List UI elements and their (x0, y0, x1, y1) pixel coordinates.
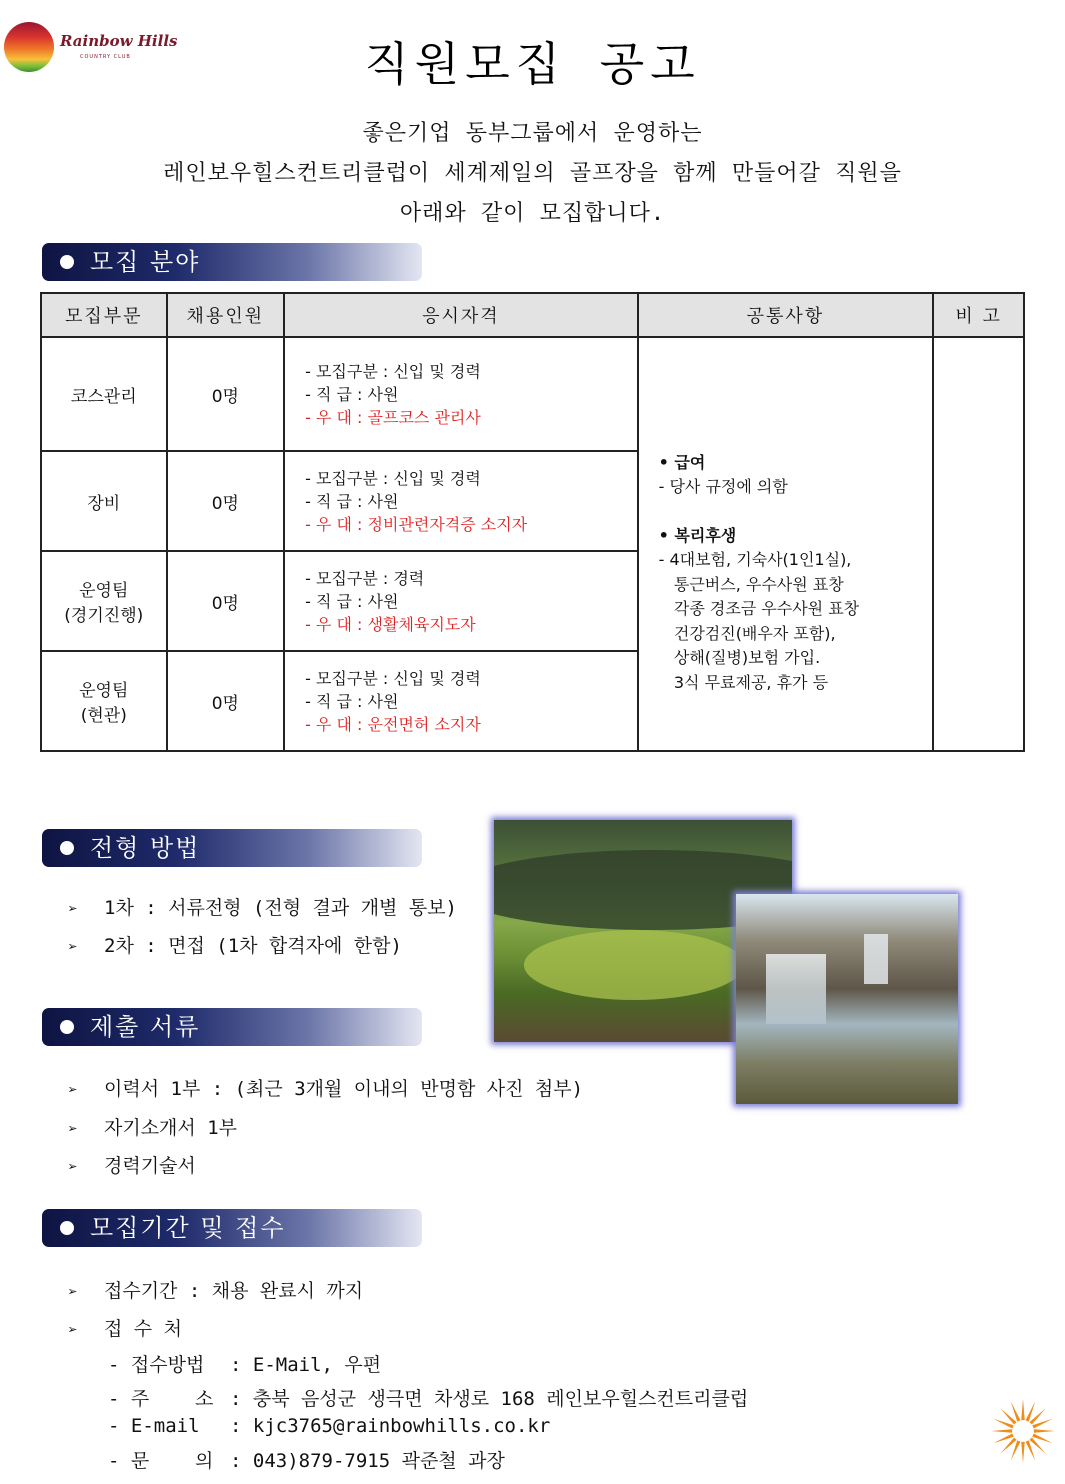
recruitment-table (40, 292, 1025, 752)
sun-ray (991, 1429, 1012, 1433)
method-item: ➢ 2차 : 면접 (1차 합격자에 한함) (68, 935, 402, 957)
logo-name: Rainbow Hills (60, 32, 178, 50)
sun-ray (1021, 1399, 1025, 1420)
logo-subtitle: COUNTRY CLUB (80, 54, 131, 60)
arrow-bullet-icon: ➢ (68, 1119, 78, 1138)
dept-detail: (현관) (80, 706, 127, 726)
qual-rank: - 직 급 : 사원 (305, 591, 399, 611)
sun-ray (1021, 1442, 1025, 1463)
qual-rank: - 직 급 : 사원 (305, 691, 399, 711)
waterfall-photo (736, 894, 958, 1104)
welfare-line: 상해(질병)보험 가입. (658, 648, 821, 668)
doc-item: ➢ 자기소개서 1부 (68, 1117, 238, 1139)
email-address: : kjc3765@rainbowhills.co.kr (230, 1415, 551, 1437)
dept-cell (41, 451, 167, 551)
welfare-line: - 4대보험, 기숙사(1인1실), (658, 550, 852, 570)
intro-line-1: 좋은기업 동부그룹에서 운영하는 (362, 121, 703, 146)
count-cell: 0명 (167, 337, 285, 451)
dept-name: 운영팀 (79, 681, 129, 701)
welfare-line: 각종 경조금 우수사원 표창 (658, 599, 860, 619)
qual-preference: - 우 대 : 골프코스 관리사 (305, 407, 481, 427)
qual-preference: - 우 대 : 생활체육지도자 (305, 614, 476, 634)
qual-type: - 모집구분 : 신입 및 경력 (305, 668, 481, 688)
header-qualification: 응시자격 (284, 293, 638, 337)
dept-name: 운영팀 (79, 581, 129, 601)
welfare-line: 통근버스, 우수사원 표창 (658, 574, 844, 594)
qual-type: - 모집구분 : 신입 및 경력 (305, 468, 481, 488)
welfare-line: 3식 무료제공, 휴가 등 (658, 672, 829, 692)
arrow-bullet-icon: ➢ (68, 937, 78, 956)
salary-line: - 당사 규정에 의함 (658, 477, 788, 497)
qual-rank: - 직 급 : 사원 (305, 491, 399, 511)
table-row (41, 337, 1024, 451)
header-count: 채용인원 (167, 293, 285, 337)
qualification-cell (284, 337, 638, 451)
arrow-bullet-icon: ➢ (68, 1080, 78, 1099)
count-cell: 0명 (167, 651, 285, 751)
section-title: 모집 분야 (90, 248, 201, 276)
qualification-cell (284, 651, 638, 751)
bullet-dot-icon (60, 1020, 74, 1034)
dept-name: 코스관리 (70, 386, 137, 407)
qualification-cell (284, 551, 638, 651)
page-title: 직원모집 공고 (364, 37, 701, 91)
section-title: 제출 서류 (90, 1013, 201, 1041)
section-header-field (42, 243, 422, 281)
welfare-title: • 복리후생 (658, 525, 737, 545)
contact-row: - E-mail : kjc3765@rainbowhills.co.kr (108, 1415, 551, 1437)
bullet-dot-icon (60, 255, 74, 269)
header-common: 공통사항 (638, 293, 934, 337)
dept-cell (41, 651, 167, 751)
bullet-dot-icon (60, 1221, 74, 1235)
arrow-bullet-icon: ➢ (68, 1282, 78, 1301)
qual-type: - 모집구분 : 신입 및 경력 (305, 361, 481, 381)
doc-item: ➢ 이력서 1부 : (최근 3개월 이내의 반명함 사진 첨부) (68, 1078, 584, 1100)
qual-preference: - 우 대 : 운전면허 소지자 (305, 714, 481, 734)
intro-line-3: 아래와 같이 모집합니다. (399, 201, 666, 226)
dept-name: 장비 (87, 493, 121, 514)
section-title: 전형 방법 (90, 834, 201, 862)
qual-rank: - 직 급 : 사원 (305, 384, 399, 404)
contact-row: - 주 소 : 충북 음성군 생극면 차생로 168 레인보우힐스컨트리클럽 (108, 1388, 749, 1410)
doc-item: ➢ 경력기술서 (68, 1155, 196, 1177)
count-cell: 0명 (167, 451, 285, 551)
contact-row: - 문 의 : 043)879-7915 곽준철 과장 (108, 1450, 505, 1472)
dept-cell (41, 337, 167, 451)
welfare-line: 건강검진(배우자 포함), (658, 623, 836, 643)
dept-cell (41, 551, 167, 651)
sun-emblem-icon (990, 1398, 1056, 1464)
count-cell: 0명 (167, 551, 285, 651)
section-title: 모집기간 및 접수 (90, 1214, 286, 1242)
qualification-cell (284, 451, 638, 551)
section-header-period (42, 1209, 422, 1247)
header-dept: 모집부문 (41, 293, 167, 337)
bullet-dot-icon (60, 841, 74, 855)
period-item: ➢ 접수기간 : 채용 완료시 까지 (68, 1280, 364, 1302)
period-item: ➢ 접 수 처 (68, 1318, 182, 1340)
remark-cell (933, 337, 1024, 751)
salary-title: • 급여 (658, 452, 706, 472)
section-header-method (42, 829, 422, 867)
common-cell (638, 337, 934, 751)
arrow-bullet-icon: ➢ (68, 899, 78, 918)
qual-preference: - 우 대 : 정비관련자격증 소지자 (305, 514, 528, 534)
arrow-bullet-icon: ➢ (68, 1320, 78, 1339)
contact-row: - 접수방법 : E-Mail, 우편 (108, 1354, 382, 1376)
qual-type: - 모집구분 : 경력 (305, 568, 425, 588)
intro-line-2: 레인보우힐스컨트리클럽이 세계제일의 골프장을 함께 만들어갈 직원을 (163, 161, 902, 186)
section-header-docs (42, 1008, 422, 1046)
dept-detail: (경기진행) (64, 606, 144, 626)
header-remark: 비 고 (933, 293, 1024, 337)
method-item: ➢ 1차 : 서류전형 (전형 결과 개별 통보) (68, 897, 457, 919)
table-header-row (41, 293, 1024, 337)
arrow-bullet-icon: ➢ (68, 1157, 78, 1176)
sun-ray (1034, 1429, 1055, 1433)
